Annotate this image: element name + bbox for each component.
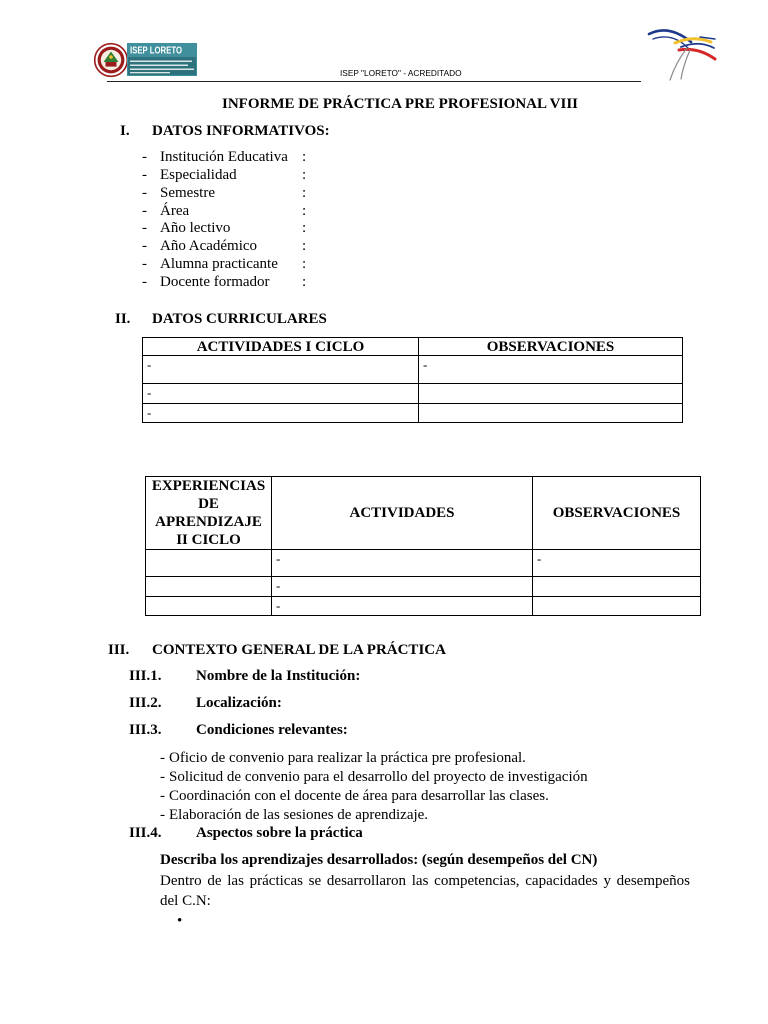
table-cell (419, 404, 683, 423)
list-item-text: Solicitud de convenio para el desarrollo del proyecto de investigación (169, 768, 588, 785)
table-cell: - (272, 577, 533, 597)
conditions-list (160, 749, 620, 825)
logo-wordmark: ISEP LORETO (130, 44, 182, 57)
list-marker: - (160, 806, 165, 823)
section-number: II. (115, 311, 131, 327)
list-marker: - (142, 238, 147, 255)
field-separator: : (302, 238, 307, 255)
list-marker: - (142, 184, 147, 201)
list-marker: - (160, 787, 165, 804)
logo-banner (127, 43, 197, 76)
section-number: I. (120, 123, 130, 139)
subsection-heading-nombre-institucion: Nombre de la Institución: (196, 668, 361, 684)
subsection-heading-condiciones: Condiciones relevantes: (196, 722, 348, 738)
table-header-row (143, 338, 683, 356)
field-separator: : (302, 184, 307, 201)
table-row (146, 597, 701, 616)
field-label: Semestre (160, 184, 215, 201)
list-item (142, 185, 342, 203)
bird-emblem (645, 22, 717, 84)
field-separator: : (302, 149, 307, 165)
column-header: OBSERVACIONES (419, 338, 683, 356)
isep-loreto-logo (94, 42, 198, 78)
column-header (146, 477, 272, 550)
column-header: ACTIVIDADES I CICLO (143, 338, 419, 356)
table-cell: - (143, 404, 419, 423)
section-heading-datos-curriculares: DATOS CURRICULARES (152, 311, 327, 327)
list-item (160, 768, 620, 787)
subsection-heading-aspectos: Aspectos sobre la práctica (196, 825, 363, 841)
list-item (160, 749, 620, 768)
column-header: OBSERVACIONES (533, 477, 701, 550)
table-header-row (146, 477, 701, 550)
table-row (146, 550, 701, 577)
table-row (146, 577, 701, 597)
list-item (142, 256, 342, 274)
section-heading-datos-informativos: DATOS INFORMATIVOS: (152, 123, 330, 139)
informative-data-list (142, 149, 342, 292)
list-marker: - (142, 256, 147, 273)
table-cell: - (143, 384, 419, 404)
list-marker: - (142, 220, 147, 237)
list-marker: - (142, 166, 147, 183)
list-marker: - (160, 749, 165, 766)
subsection-number: III.4. (129, 825, 162, 841)
list-item (142, 238, 342, 256)
column-header: ACTIVIDADES (272, 477, 533, 550)
table-cell (419, 384, 683, 404)
field-label: Especialidad (160, 166, 237, 183)
list-item (142, 167, 342, 185)
subsection-heading-localizacion: Localización: (196, 695, 282, 711)
header-divider (107, 81, 641, 82)
list-item (160, 787, 620, 806)
field-separator: : (302, 202, 307, 219)
table-cell: - (419, 356, 683, 384)
seal-emblem (95, 44, 128, 77)
list-item-text: Oficio de convenio para realizar la práctica pre profesional. (169, 749, 526, 766)
field-separator: : (302, 220, 307, 237)
body-paragraph: Dentro de las prácticas se desarrollaron las competencias, capacidades y desempeños del C.N: (160, 873, 690, 909)
table-cell (533, 577, 701, 597)
table-cell (533, 597, 701, 616)
list-item (142, 220, 342, 238)
field-label: Alumna practicante (160, 256, 278, 273)
field-label: Institución Educativa (160, 149, 288, 165)
table-cell (146, 550, 272, 577)
field-label: Año lectivo (160, 220, 231, 237)
list-item-text: Elaboración de las sesiones de aprendizaje. (169, 806, 429, 823)
subsection-number: III.1. (129, 668, 162, 684)
table-row (143, 384, 683, 404)
column-header-label: EXPERIENCIAS DE APRENDIZAJE II CICLO (151, 478, 266, 548)
field-separator: : (302, 166, 307, 183)
subsection-number: III.2. (129, 695, 162, 711)
field-separator: : (302, 256, 307, 273)
table-cell: - (272, 550, 533, 577)
table-cell (146, 577, 272, 597)
list-marker: - (142, 274, 147, 291)
list-marker: - (142, 149, 147, 165)
table-cell (146, 597, 272, 616)
section-number: III. (108, 642, 130, 658)
table-cell: - (272, 597, 533, 616)
field-label: Docente formador (160, 274, 270, 291)
document-title: INFORME DE PRÁCTICA PRE PROFESIONAL VIII (221, 96, 578, 112)
field-label: Área (160, 202, 190, 219)
learning-experiences-cycle-2-table (145, 476, 701, 616)
list-marker: - (160, 768, 165, 785)
list-marker: - (142, 202, 147, 219)
field-separator: : (302, 274, 307, 291)
list-item (142, 274, 342, 292)
subsection-number: III.3. (129, 722, 162, 738)
table-cell: - (533, 550, 701, 577)
list-item (160, 806, 620, 825)
list-item-text: Coordinación con el docente de área para desarrollar las clases. (169, 787, 549, 804)
section-heading-contexto: CONTEXTO GENERAL DE LA PRÁCTICA (152, 642, 446, 658)
table-row (143, 356, 683, 384)
table-cell: - (143, 356, 419, 384)
bullet-marker: • (177, 913, 183, 929)
activities-cycle-1-table (142, 337, 683, 423)
table-row (143, 404, 683, 423)
list-item (142, 203, 342, 221)
learning-prompt: Describa los aprendizajes desarrollados: (según desempeños del CN) (160, 852, 598, 868)
field-label: Año Académico (160, 238, 258, 255)
list-item (142, 149, 342, 167)
institution-header-text: ISEP "LORETO" - ACREDITADO (340, 68, 462, 78)
